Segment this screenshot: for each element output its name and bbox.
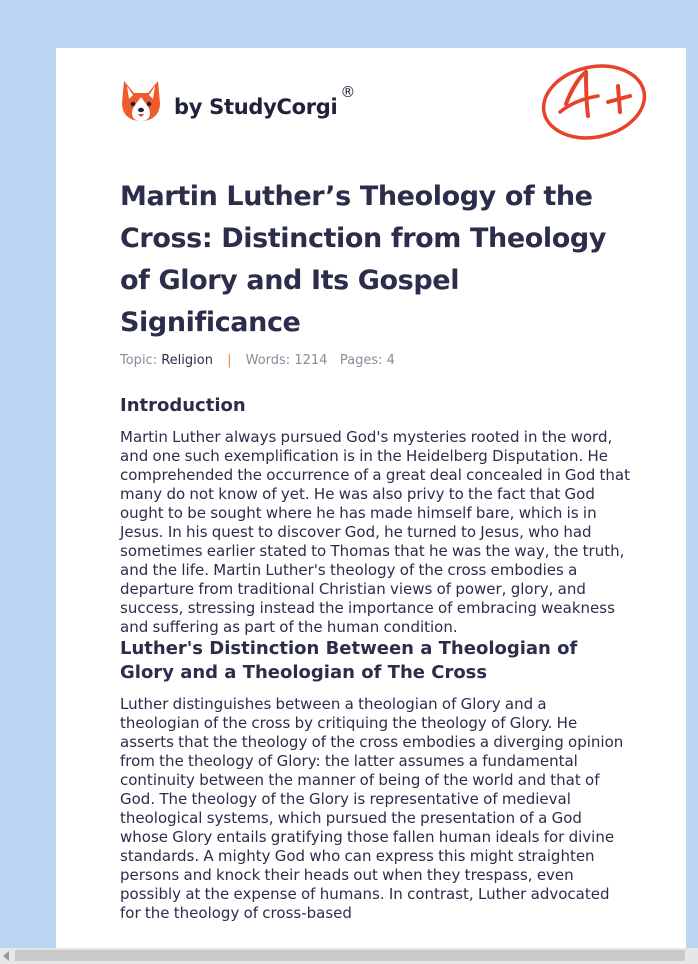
corgi-logo-icon <box>120 77 162 123</box>
scroll-left-arrow-icon[interactable] <box>3 951 9 961</box>
pages-label: Pages: <box>339 353 383 368</box>
words-count: 1214 <box>294 353 328 368</box>
registered-mark: ® <box>340 83 356 101</box>
brand-header[interactable] <box>120 76 355 124</box>
page-title: Martin Luther’s Theology of the Cross: Distinction from Theology of Glory and Its Gospel Significance <box>120 181 607 338</box>
scrollbar-thumb[interactable] <box>15 950 685 961</box>
section-paragraph-distinction: Luther distinguishes between a theologian of Glory and a theologian of the cross by critiquing the theology of Glory. He asserts that the theology of the cross embodies a diverging opinion from the theology of Glory: the latter assumes a fundamental continuity between the manner of being of the world and that of God. The theology of the Glory is representative of medieval theological systems, which pursued the presentation of a God whose Glory entails gratifying those fallen human ideals for divine standards. A mighty God who can express this might straighten persons and knock their heads out when they trespass, even possibly at the expense of humans. In contrast, Luther advocated for the theology of cross-based <box>120 695 624 922</box>
document-body <box>120 394 630 923</box>
pages-count: 4 <box>386 353 395 368</box>
meta-separator: | <box>227 353 232 368</box>
horizontal-scrollbar[interactable] <box>0 948 698 964</box>
section-paragraph-introduction: Martin Luther always pursued God's mysteries rooted in the word, and one such exemplification is in the Heidelberg Disputation. He comprehended the occurrence of a great deal concealed in God that many do not know of yet. He was also privy to the fact that God ought to be sought where he has made himself bare, which is in Jesus. In his quest to discover God, he turned to Jesus, who had sometimes earlier stated to Thomas that he was the way, the truth, and the life. Martin Luther's theology of the cross embodies a departure from traditional Christian views of power, glory, and success, stressing instead the importance of embracing weakness and suffering as part of the human condition. <box>120 428 630 636</box>
topic-link[interactable]: Religion <box>161 353 213 368</box>
topic-label: Topic: <box>120 353 158 368</box>
section-heading-distinction: Luther's Distinction Between a Theologian of Glory and a Theologian of The Cross <box>120 638 578 683</box>
brand-name <box>174 83 356 119</box>
words-label: Words: <box>245 353 291 368</box>
document-meta <box>120 353 395 368</box>
brand-name-text: by StudyCorgi <box>174 95 338 119</box>
a-plus-stamp-icon <box>538 58 648 142</box>
section-heading-introduction: Introduction <box>120 395 246 416</box>
document-page <box>56 48 686 964</box>
